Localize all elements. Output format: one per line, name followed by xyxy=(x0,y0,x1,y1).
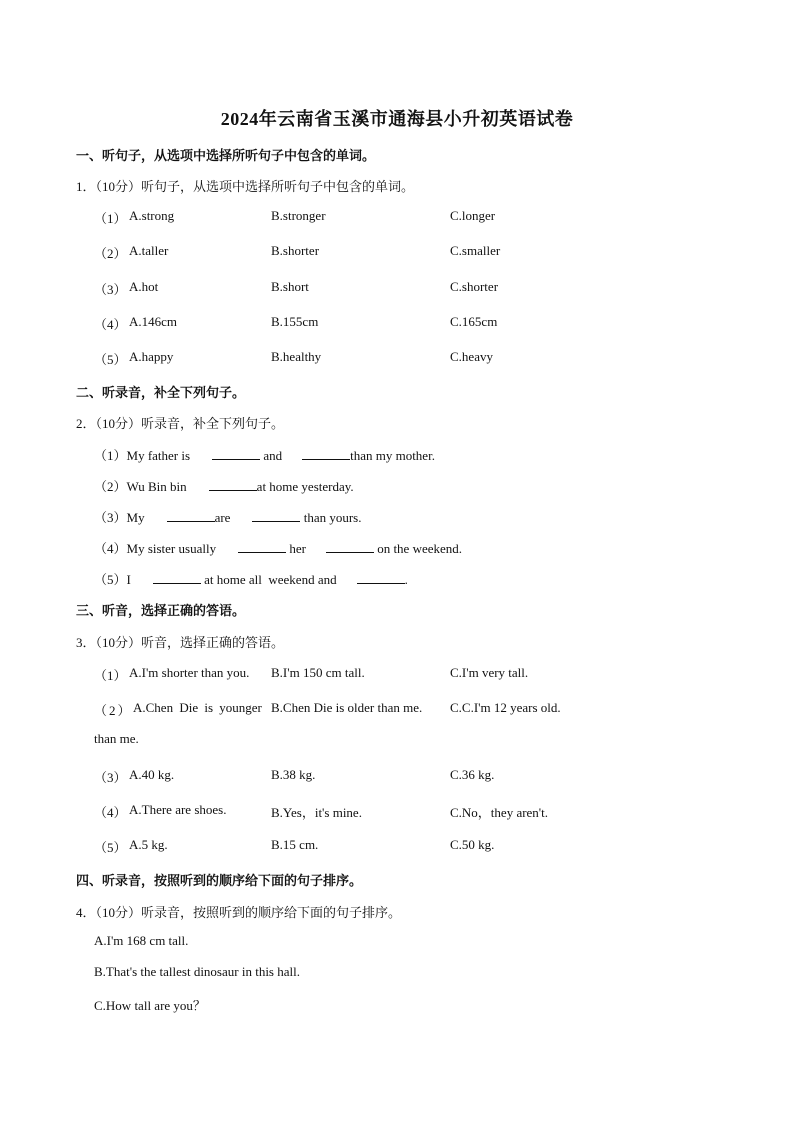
option-b: B.155cm xyxy=(271,314,319,329)
section-heading-1: 一、听句子，从选项中选择所听句子中包含的单词。 xyxy=(76,148,376,163)
sentence-option-b: B.That's the tallest dinosaur in this hall. xyxy=(94,964,300,979)
item-number: （2） xyxy=(94,246,127,261)
choice-row xyxy=(0,802,794,820)
fill-blank-row xyxy=(94,507,361,526)
option-a: A.taller xyxy=(129,243,169,258)
section-heading-4: 四、听录音，按照听到的顺序给下面的句子排序。 xyxy=(76,873,363,888)
item-number: （4） xyxy=(94,317,127,332)
item-number: （2） xyxy=(94,479,127,494)
option-b: B.short xyxy=(271,279,309,294)
sentence-part: on the weekend. xyxy=(377,541,463,556)
choice-row xyxy=(0,279,794,297)
option-a: A.5 kg. xyxy=(129,837,168,852)
question-2: 2．（10分）听录音，补全下列句子。 xyxy=(76,416,285,431)
option-a: A.happy xyxy=(129,349,174,364)
option-a: A.There are shoes. xyxy=(129,802,227,817)
fill-blank-row xyxy=(94,569,408,588)
question-3: 3．（10分）听音，选择正确的答语。 xyxy=(76,635,285,650)
option-b: B.38 kg. xyxy=(271,767,316,782)
sentence-part: and xyxy=(263,448,283,463)
option-b: B.Yes，it's mine. xyxy=(271,805,362,820)
sentence-part: My xyxy=(126,510,145,525)
sentence-part: than my mother. xyxy=(350,448,435,463)
option-c: C.shorter xyxy=(450,279,499,294)
option-c: C.50 kg. xyxy=(450,837,495,852)
section-heading-2: 二、听录音，补全下列句子。 xyxy=(76,385,246,400)
option-c: C.longer xyxy=(450,208,496,223)
sentence-part: My sister usually xyxy=(126,541,217,556)
item-number: （5） xyxy=(94,352,127,367)
sentence-part: at home yesterday. xyxy=(256,479,354,494)
answer-blank[interactable] xyxy=(252,509,300,522)
answer-blank[interactable] xyxy=(153,571,201,584)
answer-blank[interactable] xyxy=(326,540,374,553)
choice-row xyxy=(0,665,794,683)
answer-blank[interactable] xyxy=(209,478,257,491)
sentence-part: her xyxy=(289,541,306,556)
item-number: （4） xyxy=(94,541,127,556)
option-c: C.36 kg. xyxy=(450,767,495,782)
option-c: C.No，they aren't. xyxy=(450,805,549,820)
sentence-part: I xyxy=(126,572,131,587)
item-number: （4） xyxy=(94,805,127,820)
option-b: B.healthy xyxy=(271,349,322,364)
section-heading-3: 三、听音，选择正确的答语。 xyxy=(76,603,246,618)
option-b: B.shorter xyxy=(271,243,320,258)
item-number: （3） xyxy=(94,510,127,525)
option-a: A.strong xyxy=(129,208,175,223)
option-a: A.Chen Die is younger xyxy=(133,700,262,715)
answer-blank[interactable] xyxy=(302,447,350,460)
question-1: 1．（10分）听句子，从选项中选择所听句子中包含的单词。 xyxy=(76,179,415,194)
question-4: 4．（10分）听录音，按照听到的顺序给下面的句子排序。 xyxy=(76,905,402,920)
option-a: A.146cm xyxy=(129,314,178,329)
choice-row xyxy=(0,349,794,367)
answer-blank[interactable] xyxy=(212,447,260,460)
option-c: C.heavy xyxy=(450,349,493,364)
option-a-continued: than me. xyxy=(94,731,139,746)
choice-row xyxy=(0,700,794,718)
option-b: B.Chen Die is older than me. xyxy=(271,700,423,715)
answer-blank[interactable] xyxy=(167,509,215,522)
item-number: （2） xyxy=(94,703,133,718)
option-b: B.stronger xyxy=(271,208,326,223)
sentence-part: at home all weekend and xyxy=(204,572,337,587)
sentence-option-a: A.I'm 168 cm tall. xyxy=(94,933,189,948)
option-c: C.C.I'm 12 years old. xyxy=(450,700,561,715)
fill-blank-row xyxy=(94,538,462,557)
item-number: （5） xyxy=(94,840,127,855)
option-a: A.I'm shorter than you. xyxy=(129,665,250,680)
sentence-part: . xyxy=(404,572,408,587)
sentence-option-c: C.How tall are you？ xyxy=(94,998,206,1013)
option-b: B.15 cm. xyxy=(271,837,319,852)
choice-row xyxy=(0,837,794,855)
sentence-part: Wu Bin bin xyxy=(126,479,187,494)
sentence-part: than yours. xyxy=(303,510,362,525)
option-c: C.I'm very tall. xyxy=(450,665,529,680)
item-number: （1） xyxy=(94,668,127,683)
option-c: C.smaller xyxy=(450,243,501,258)
page-title: 2024年云南省玉溪市通海县小升初英语试卷 xyxy=(220,109,574,129)
choice-row xyxy=(0,243,794,261)
choice-row xyxy=(0,208,794,226)
fill-blank-row xyxy=(94,476,354,495)
option-a: A.hot xyxy=(129,279,159,294)
choice-row xyxy=(0,314,794,332)
item-number: （5） xyxy=(94,572,127,587)
option-b: B.I'm 150 cm tall. xyxy=(271,665,365,680)
item-number: （3） xyxy=(94,282,127,297)
sentence-part: are xyxy=(214,510,231,525)
item-number: （3） xyxy=(94,770,127,785)
option-a: A.40 kg. xyxy=(129,767,175,782)
choice-row xyxy=(0,767,794,785)
fill-blank-row xyxy=(94,445,435,464)
item-number: （1） xyxy=(94,211,127,226)
answer-blank[interactable] xyxy=(357,571,405,584)
option-c: C.165cm xyxy=(450,314,498,329)
item-number: （1） xyxy=(94,448,127,463)
sentence-part: My father is xyxy=(126,448,191,463)
answer-blank[interactable] xyxy=(238,540,286,553)
